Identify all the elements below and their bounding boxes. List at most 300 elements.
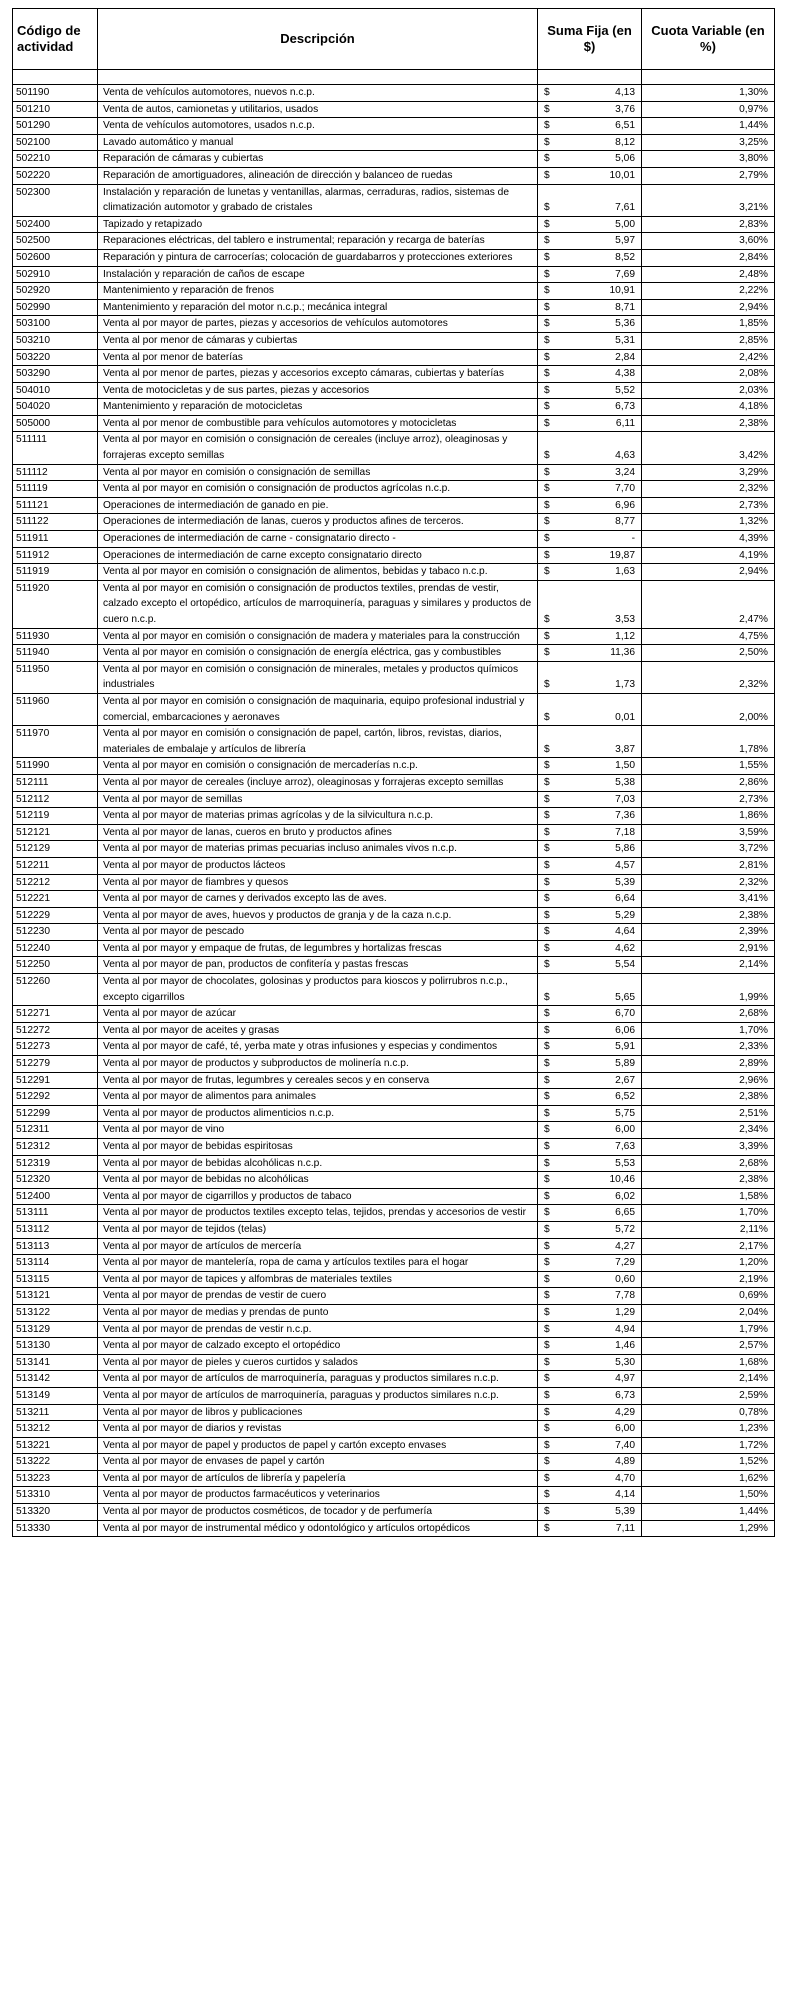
fixed-amount-cell [538, 1371, 642, 1388]
table-row [13, 1139, 775, 1156]
currency-symbol: $ [544, 1290, 550, 1302]
variable-rate-cell: 2,94% [642, 564, 775, 581]
table-row [13, 1056, 775, 1073]
description-cell: Venta al por mayor de artículos de marroquinería, paraguas y productos similares n.c.p. [98, 1387, 538, 1404]
currency-symbol: $ [544, 1107, 550, 1119]
table-row [13, 564, 775, 581]
table-row [13, 1238, 775, 1255]
table-row [13, 432, 775, 464]
fixed-amount-cell [538, 1122, 642, 1139]
description-cell: Venta al por mayor de bebidas no alcohólicas [98, 1172, 538, 1189]
currency-symbol: $ [544, 516, 550, 528]
currency-symbol: $ [544, 711, 550, 723]
fixed-amount-value: 4,29 [615, 1406, 635, 1418]
description-cell: Operaciones de intermediación de lanas, cueros y productos afines de terceros. [98, 514, 538, 531]
description-cell: Venta al por mayor de productos textiles excepto telas, tejidos, prendas y accesorios de vestir [98, 1205, 538, 1222]
fixed-amount-value: 7,18 [615, 826, 635, 838]
fixed-amount-cell [538, 1139, 642, 1156]
table-row [13, 1470, 775, 1487]
variable-rate-cell: 2,32% [642, 481, 775, 498]
variable-rate-cell: 2,50% [642, 645, 775, 662]
description-cell: Venta al por mayor de instrumental médico y odontológico y artículos ortopédicos [98, 1520, 538, 1537]
variable-rate-cell: 3,42% [642, 432, 775, 464]
activity-code-cell: 512129 [13, 841, 98, 858]
currency-symbol: $ [544, 1157, 550, 1169]
table-row [13, 85, 775, 102]
fixed-amount-value: 1,12 [615, 630, 635, 642]
fixed-amount-value: 2,67 [615, 1074, 635, 1086]
currency-symbol: $ [544, 450, 550, 462]
fixed-amount-cell [538, 1089, 642, 1106]
currency-symbol: $ [544, 810, 550, 822]
table-row [13, 841, 775, 858]
fixed-amount-value: 7,69 [615, 268, 635, 280]
table-row [13, 891, 775, 908]
activity-code-cell: 512229 [13, 907, 98, 924]
table-row [13, 1354, 775, 1371]
fixed-amount-value: 6,73 [615, 1389, 635, 1401]
activity-code-cell: 512112 [13, 791, 98, 808]
currency-symbol: $ [544, 483, 550, 495]
currency-symbol: $ [544, 136, 550, 148]
variable-rate-cell: 2,11% [642, 1221, 775, 1238]
variable-rate-cell: 2,96% [642, 1072, 775, 1089]
description-cell: Venta al por mayor en comisión o consignación de cereales (incluye arroz), oleaginosas y forrajeras excepto semillas [98, 432, 538, 464]
currency-symbol: $ [544, 1340, 550, 1352]
activity-code-cell: 513129 [13, 1321, 98, 1338]
variable-rate-cell: 1,99% [642, 974, 775, 1006]
description-cell: Venta al por mayor de carnes y derivados excepto las de aves. [98, 891, 538, 908]
fixed-amount-value: 1,63 [615, 566, 635, 578]
currency-symbol: $ [544, 1223, 550, 1235]
table-row [13, 1404, 775, 1421]
currency-symbol: $ [544, 169, 550, 181]
fixed-amount-value: 7,70 [615, 483, 635, 495]
currency-symbol: $ [544, 1207, 550, 1219]
fixed-amount-value: 4,57 [615, 859, 635, 871]
activity-code-cell: 502210 [13, 151, 98, 168]
fixed-amount-cell [538, 1072, 642, 1089]
table-row [13, 167, 775, 184]
activity-code-cell: 513221 [13, 1437, 98, 1454]
variable-rate-cell: 1,20% [642, 1255, 775, 1272]
description-cell: Venta al por menor de baterías [98, 349, 538, 366]
fixed-amount-value: 6,52 [615, 1091, 635, 1103]
table-row [13, 1504, 775, 1521]
activity-code-cell: 511112 [13, 464, 98, 481]
activity-code-cell: 502300 [13, 184, 98, 216]
table-row [13, 1105, 775, 1122]
currency-symbol: $ [544, 1041, 550, 1053]
fixed-amount-value: 6,96 [615, 499, 635, 511]
variable-rate-cell: 3,80% [642, 151, 775, 168]
variable-rate-cell: 2,38% [642, 907, 775, 924]
tariff-document [12, 8, 774, 1537]
currency-symbol: $ [544, 1306, 550, 1318]
fixed-amount-value: 5,75 [615, 1107, 635, 1119]
table-row [13, 184, 775, 216]
fixed-amount-cell [538, 1271, 642, 1288]
fixed-amount-value: 8,71 [615, 301, 635, 313]
table-row [13, 693, 775, 725]
header-fixed-amount: Suma Fija (en $) [538, 9, 642, 70]
variable-rate-cell: 2,68% [642, 1006, 775, 1023]
description-cell: Venta al por mayor de materias primas agrícolas y de la silvicultura n.c.p. [98, 808, 538, 825]
fixed-amount-cell [538, 1006, 642, 1023]
fixed-amount-cell [538, 184, 642, 216]
fixed-amount-value: 5,38 [615, 776, 635, 788]
table-row [13, 547, 775, 564]
variable-rate-cell: 2,89% [642, 1056, 775, 1073]
activity-code-cell: 501210 [13, 101, 98, 118]
activity-code-cell: 513212 [13, 1421, 98, 1438]
currency-symbol: $ [544, 1273, 550, 1285]
description-cell: Reparación y pintura de carrocerías; colocación de guardabarros y protecciones exteriores [98, 249, 538, 266]
variable-rate-cell: 2,38% [642, 1172, 775, 1189]
fixed-amount-cell [538, 266, 642, 283]
description-cell: Venta al por mayor de pan, productos de confitería y pastas frescas [98, 957, 538, 974]
table-row [13, 924, 775, 941]
activity-code-cell: 511111 [13, 432, 98, 464]
fixed-amount-cell [538, 382, 642, 399]
variable-rate-cell: 3,21% [642, 184, 775, 216]
variable-rate-cell: 3,39% [642, 1139, 775, 1156]
fixed-amount-cell [538, 808, 642, 825]
activity-code-cell: 502920 [13, 283, 98, 300]
header-activity-code: Código de actividad [13, 9, 98, 70]
description-cell: Venta al por mayor de chocolates, golosinas y productos para kioscos y polirrubros n.c.p., excepto cigarrillos [98, 974, 538, 1006]
currency-symbol: $ [544, 251, 550, 263]
currency-symbol: $ [544, 843, 550, 855]
fixed-amount-cell [538, 891, 642, 908]
activity-code-cell: 513121 [13, 1288, 98, 1305]
fixed-amount-value: 5,36 [615, 318, 635, 330]
fixed-amount-value: 7,36 [615, 810, 635, 822]
table-row [13, 134, 775, 151]
description-cell: Venta al por mayor en comisión o consignación de mercaderías n.c.p. [98, 758, 538, 775]
spacer-row [13, 70, 775, 85]
fixed-amount-value: 8,12 [615, 136, 635, 148]
description-cell: Venta al por menor de partes, piezas y accesorios excepto cámaras, cubiertas y baterías [98, 366, 538, 383]
description-cell: Venta al por mayor de aceites y grasas [98, 1022, 538, 1039]
fixed-amount-cell [538, 645, 642, 662]
variable-rate-cell: 2,17% [642, 1238, 775, 1255]
currency-symbol: $ [544, 793, 550, 805]
table-row [13, 1454, 775, 1471]
fixed-amount-value: 4,27 [615, 1240, 635, 1252]
activity-code-cell: 513114 [13, 1255, 98, 1272]
description-cell: Mantenimiento y reparación de frenos [98, 283, 538, 300]
fixed-amount-cell [538, 366, 642, 383]
table-row [13, 514, 775, 531]
fixed-amount-cell [538, 661, 642, 693]
description-cell: Venta al por mayor de pieles y cueros curtidos y salados [98, 1354, 538, 1371]
description-cell: Venta de autos, camionetas y utilitarios, usados [98, 101, 538, 118]
variable-rate-cell: 2,08% [642, 366, 775, 383]
description-cell: Operaciones de intermediación de carne - consignatario directo - [98, 531, 538, 548]
description-cell: Venta al por mayor de aves, huevos y productos de granja y de la caza n.c.p. [98, 907, 538, 924]
fixed-amount-cell [538, 580, 642, 628]
fixed-amount-value: 3,76 [615, 103, 635, 115]
activity-code-cell: 512273 [13, 1039, 98, 1056]
fixed-amount-value: 6,02 [615, 1190, 635, 1202]
currency-symbol: $ [544, 760, 550, 772]
currency-symbol: $ [544, 893, 550, 905]
description-cell: Operaciones de intermediación de carne excepto consignatario directo [98, 547, 538, 564]
table-row [13, 1371, 775, 1388]
activity-code-cell: 512312 [13, 1139, 98, 1156]
activity-code-cell: 512279 [13, 1056, 98, 1073]
activity-code-cell: 511122 [13, 514, 98, 531]
variable-rate-cell: 4,18% [642, 399, 775, 416]
fixed-amount-cell [538, 1172, 642, 1189]
activity-code-cell: 503210 [13, 332, 98, 349]
activity-code-cell: 504020 [13, 399, 98, 416]
table-row [13, 531, 775, 548]
fixed-amount-value: 2,84 [615, 351, 635, 363]
activity-code-cell: 501190 [13, 85, 98, 102]
activity-code-cell: 511919 [13, 564, 98, 581]
fixed-amount-value: 6,00 [615, 1124, 635, 1136]
fixed-amount-cell [538, 1470, 642, 1487]
fixed-amount-value: 4,94 [615, 1323, 635, 1335]
currency-symbol: $ [544, 909, 550, 921]
currency-symbol: $ [544, 647, 550, 659]
description-cell: Venta al por mayor de productos farmacéuticos y veterinarios [98, 1487, 538, 1504]
table-row [13, 497, 775, 514]
variable-rate-cell: 2,32% [642, 874, 775, 891]
description-cell: Venta al por mayor de productos y subproductos de molinería n.c.p. [98, 1056, 538, 1073]
currency-symbol: $ [544, 499, 550, 511]
activity-code-cell: 513113 [13, 1238, 98, 1255]
table-row [13, 1437, 775, 1454]
activity-code-cell: 502600 [13, 249, 98, 266]
variable-rate-cell: 2,68% [642, 1155, 775, 1172]
activity-code-cell: 511960 [13, 693, 98, 725]
table-row [13, 332, 775, 349]
activity-code-cell: 511920 [13, 580, 98, 628]
activity-code-cell: 512250 [13, 957, 98, 974]
fixed-amount-value: 4,97 [615, 1373, 635, 1385]
activity-code-cell: 511119 [13, 481, 98, 498]
table-row [13, 1022, 775, 1039]
currency-symbol: $ [544, 1373, 550, 1385]
activity-code-cell: 512272 [13, 1022, 98, 1039]
currency-symbol: $ [544, 318, 550, 330]
activity-code-cell: 502910 [13, 266, 98, 283]
currency-symbol: $ [544, 1091, 550, 1103]
fixed-amount-cell [538, 628, 642, 645]
fixed-amount-cell [538, 85, 642, 102]
fixed-amount-cell [538, 841, 642, 858]
activity-code-cell: 513115 [13, 1271, 98, 1288]
currency-symbol: $ [544, 1506, 550, 1518]
fixed-amount-cell [538, 1205, 642, 1222]
variable-rate-cell: 1,70% [642, 1205, 775, 1222]
variable-rate-cell: 2,81% [642, 857, 775, 874]
activity-code-cell: 511990 [13, 758, 98, 775]
variable-rate-cell: 1,85% [642, 316, 775, 333]
fixed-amount-cell [538, 1321, 642, 1338]
fixed-amount-value: 7,61 [615, 202, 635, 214]
variable-rate-cell: 2,47% [642, 580, 775, 628]
fixed-amount-value: 4,70 [615, 1472, 635, 1484]
activity-code-cell: 505000 [13, 415, 98, 432]
description-cell: Venta al por mayor de tejidos (telas) [98, 1221, 538, 1238]
description-cell: Instalación y reparación de lunetas y ventanillas, alarmas, cerraduras, radios, sistemas de climatización automotor y grabado de cristales [98, 184, 538, 216]
description-cell: Venta al por mayor de productos lácteos [98, 857, 538, 874]
description-cell: Venta al por mayor en comisión o consignación de maquinaria, equipo profesional industrial y comercial, embarcaciones y aeronaves [98, 693, 538, 725]
currency-symbol: $ [544, 1439, 550, 1451]
activity-code-cell: 513310 [13, 1487, 98, 1504]
description-cell: Venta al por mayor de materias primas pecuarias incluso animales vivos n.c.p. [98, 841, 538, 858]
description-cell: Venta al por mayor en comisión o consignación de papel, cartón, libros, revistas, diarios, materiales de embalaje y artículos de librería [98, 726, 538, 758]
fixed-amount-cell [538, 940, 642, 957]
fixed-amount-value: 8,52 [615, 251, 635, 263]
activity-code-cell: 512260 [13, 974, 98, 1006]
variable-rate-cell: 1,79% [642, 1321, 775, 1338]
variable-rate-cell: 1,58% [642, 1188, 775, 1205]
fixed-amount-value: 1,29 [615, 1306, 635, 1318]
variable-rate-cell: 2,73% [642, 497, 775, 514]
table-row [13, 758, 775, 775]
description-cell: Venta al por mayor en comisión o consignación de energía eléctrica, gas y combustibles [98, 645, 538, 662]
activity-code-cell: 503290 [13, 366, 98, 383]
description-cell: Venta al por mayor de pescado [98, 924, 538, 941]
table-row [13, 481, 775, 498]
fixed-amount-value: 1,46 [615, 1340, 635, 1352]
fixed-amount-cell [538, 316, 642, 333]
fixed-amount-value: 3,24 [615, 466, 635, 478]
activity-code-cell: 512319 [13, 1155, 98, 1172]
activity-code-cell: 512400 [13, 1188, 98, 1205]
currency-symbol: $ [544, 268, 550, 280]
variable-rate-cell: 2,91% [642, 940, 775, 957]
fixed-amount-cell [538, 216, 642, 233]
variable-rate-cell: 2,32% [642, 661, 775, 693]
currency-symbol: $ [544, 153, 550, 165]
table-row [13, 1520, 775, 1537]
variable-rate-cell: 1,78% [642, 726, 775, 758]
activity-code-cell: 511121 [13, 497, 98, 514]
fixed-amount-cell [538, 1188, 642, 1205]
variable-rate-cell: 2,39% [642, 924, 775, 941]
currency-symbol: $ [544, 1124, 550, 1136]
currency-symbol: $ [544, 103, 550, 115]
fixed-amount-cell [538, 693, 642, 725]
table-row [13, 1205, 775, 1222]
variable-rate-cell: 1,70% [642, 1022, 775, 1039]
currency-symbol: $ [544, 1058, 550, 1070]
activity-code-cell: 503220 [13, 349, 98, 366]
fixed-amount-value: 6,00 [615, 1423, 635, 1435]
description-cell: Venta al por mayor en comisión o consignación de semillas [98, 464, 538, 481]
description-cell: Operaciones de intermediación de ganado en pie. [98, 497, 538, 514]
table-row [13, 1172, 775, 1189]
variable-rate-cell: 1,23% [642, 1421, 775, 1438]
fixed-amount-cell [538, 547, 642, 564]
fixed-amount-value: 6,06 [615, 1024, 635, 1036]
fixed-amount-value: 1,73 [615, 679, 635, 691]
variable-rate-cell: 2,83% [642, 216, 775, 233]
fixed-amount-cell [538, 758, 642, 775]
table-row [13, 857, 775, 874]
fixed-amount-cell [538, 1421, 642, 1438]
fixed-amount-value: 5,72 [615, 1223, 635, 1235]
variable-rate-cell: 2,48% [642, 266, 775, 283]
description-cell: Venta al por mayor de productos alimenticios n.c.p. [98, 1105, 538, 1122]
description-cell: Venta al por mayor de productos cosméticos, de tocador y de perfumería [98, 1504, 538, 1521]
description-cell: Venta al por mayor de libros y publicaciones [98, 1404, 538, 1421]
currency-symbol: $ [544, 926, 550, 938]
variable-rate-cell: 2,73% [642, 791, 775, 808]
table-row [13, 1221, 775, 1238]
description-cell: Venta al por mayor de alimentos para animales [98, 1089, 538, 1106]
currency-symbol: $ [544, 959, 550, 971]
table-row [13, 907, 775, 924]
table-row [13, 1122, 775, 1139]
activity-code-cell: 512211 [13, 857, 98, 874]
fixed-amount-value: 5,06 [615, 153, 635, 165]
description-cell: Venta al por mayor de semillas [98, 791, 538, 808]
table-row [13, 1321, 775, 1338]
currency-symbol: $ [544, 549, 550, 561]
fixed-amount-cell [538, 514, 642, 531]
fixed-amount-value: 5,30 [615, 1356, 635, 1368]
fixed-amount-value: 4,62 [615, 942, 635, 954]
currency-symbol: $ [544, 1389, 550, 1401]
fixed-amount-value: 7,40 [615, 1439, 635, 1451]
fixed-amount-cell [538, 332, 642, 349]
description-cell: Lavado automático y manual [98, 134, 538, 151]
table-row [13, 316, 775, 333]
fixed-amount-cell [538, 1288, 642, 1305]
table-row [13, 580, 775, 628]
table-row [13, 266, 775, 283]
table-row [13, 101, 775, 118]
fixed-amount-cell [538, 531, 642, 548]
fixed-amount-cell [538, 167, 642, 184]
variable-rate-cell: 1,44% [642, 118, 775, 135]
table-row [13, 151, 775, 168]
currency-symbol: $ [544, 1406, 550, 1418]
activity-rates-table [12, 8, 775, 1537]
table-row [13, 791, 775, 808]
variable-rate-cell: 3,25% [642, 134, 775, 151]
description-cell: Venta al por mayor de prendas de vestir de cuero [98, 1288, 538, 1305]
variable-rate-cell: 2,38% [642, 1089, 775, 1106]
activity-code-cell: 502400 [13, 216, 98, 233]
fixed-amount-cell [538, 1039, 642, 1056]
currency-symbol: $ [544, 1024, 550, 1036]
description-cell: Venta al por mayor de cigarrillos y productos de tabaco [98, 1188, 538, 1205]
currency-symbol: $ [544, 466, 550, 478]
fixed-amount-cell [538, 1056, 642, 1073]
fixed-amount-value: 10,46 [609, 1174, 635, 1186]
variable-rate-cell: 2,19% [642, 1271, 775, 1288]
fixed-amount-value: 5,86 [615, 843, 635, 855]
fixed-amount-cell [538, 1105, 642, 1122]
currency-symbol: $ [544, 1472, 550, 1484]
fixed-amount-cell [538, 1354, 642, 1371]
fixed-amount-value: 5,29 [615, 909, 635, 921]
variable-rate-cell: 1,44% [642, 1504, 775, 1521]
fixed-amount-value: 10,91 [609, 285, 635, 297]
fixed-amount-cell [538, 1304, 642, 1321]
variable-rate-cell: 4,39% [642, 531, 775, 548]
activity-code-cell: 511940 [13, 645, 98, 662]
fixed-amount-cell [538, 118, 642, 135]
